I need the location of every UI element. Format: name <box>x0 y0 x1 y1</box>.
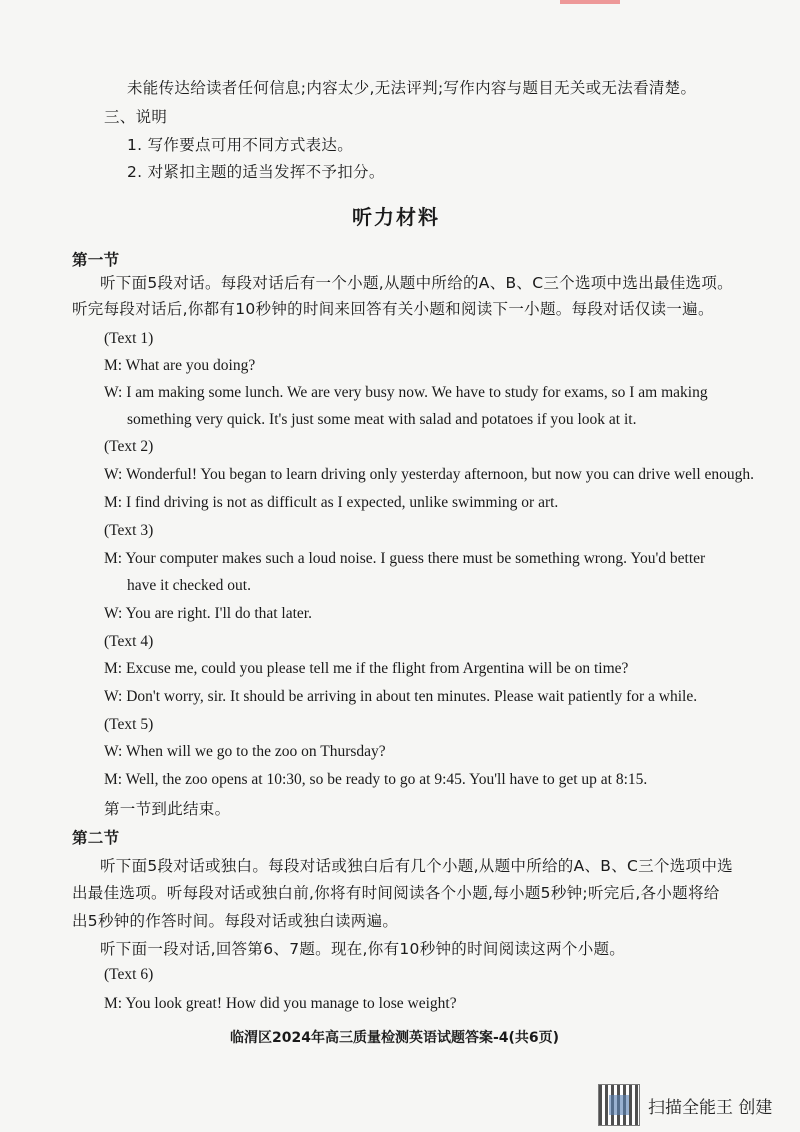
text6-label: (Text 6) <box>104 966 154 983</box>
section1-end: 第一节到此结束。 <box>104 800 231 818</box>
section1-intro-1: 听下面5段对话。每段对话后有一个小题,从题中所给的A、B、C三个选项中选出最佳选项。 <box>100 274 733 292</box>
section2-intro-2: 出最佳选项。听每段对话或独白前,你将有时间阅读各个小题,每小题5秒钟;听完后,各小题将给 <box>72 884 720 902</box>
top-edge-mark <box>560 0 620 4</box>
text3-m-1: M: Your computer makes such a loud noise. I guess there must be something wrong. You'd better <box>104 550 706 567</box>
text4-label: (Text 4) <box>104 633 154 650</box>
text5-label: (Text 5) <box>104 716 154 733</box>
page-footer: 临渭区2024年高三质量检测英语试题答案-4(共6页) <box>230 1030 560 1046</box>
text5-m: M: Well, the zoo opens at 10:30, so be ready to go at 9:45. You'll have to get up at 8:15. <box>104 771 648 788</box>
rules-heading: 三、说明 <box>104 108 168 126</box>
text1-m: M: What are you doing? <box>104 357 256 374</box>
text2-w: W: Wonderful! You began to learn driving only yesterday afternoon, but now you can drive well enough. <box>104 466 755 483</box>
text6-m: M: You look great! How did you manage to lose weight? <box>104 995 457 1012</box>
text3-label: (Text 3) <box>104 522 154 539</box>
text4-m: M: Excuse me, could you please tell me if the flight from Argentina will be on time? <box>104 660 629 677</box>
section2-intro-1: 听下面5段对话或独白。每段对话或独白后有几个小题,从题中所给的A、B、C三个选项中选 <box>100 857 733 875</box>
section2-heading: 第二节 <box>72 829 120 847</box>
section2-intro-3: 出5秒钟的作答时间。每段对话或独白读两遍。 <box>72 912 399 930</box>
qr-code-icon <box>598 1084 640 1126</box>
text3-m-2: have it checked out. <box>127 577 251 594</box>
section1-heading: 第一节 <box>72 251 120 269</box>
text2-m: M: I find driving is not as difficult as I expected, unlike swimming or art. <box>104 494 559 511</box>
note-2: 2. 对紧扣主题的适当发挥不予扣分。 <box>127 163 385 181</box>
section2-instruction: 听下面一段对话,回答第6、7题。现在,你有10秒钟的时间阅读这两个小题。 <box>100 940 626 958</box>
text1-w-2: something very quick. It's just some meat with salad and potatoes if you look at it. <box>127 411 637 428</box>
text1-label: (Text 1) <box>104 330 154 347</box>
text4-w: W: Don't worry, sir. It should be arriving in about ten minutes. Please wait patiently for a while. <box>104 688 698 705</box>
text1-w-1: W: I am making some lunch. We are very busy now. We have to study for exams, so I am making <box>104 384 708 401</box>
text5-w: W: When will we go to the zoo on Thursday? <box>104 743 386 760</box>
page-title: 听力材料 <box>352 205 440 229</box>
rules-line: 未能传达给读者任何信息;内容太少,无法评判;写作内容与题目无关或无法看清楚。 <box>127 79 697 97</box>
note-1: 1. 写作要点可用不同方式表达。 <box>127 136 354 154</box>
section1-intro-2: 听完每段对话后,你都有10秒钟的时间来回答有关小题和阅读下一小题。每段对话仅读一遍。 <box>72 300 714 318</box>
scanner-watermark <box>598 1084 772 1126</box>
watermark-text: 扫描全能王 创建 <box>648 1097 773 1118</box>
text3-w: W: You are right. I'll do that later. <box>104 605 312 622</box>
text2-label: (Text 2) <box>104 438 154 455</box>
